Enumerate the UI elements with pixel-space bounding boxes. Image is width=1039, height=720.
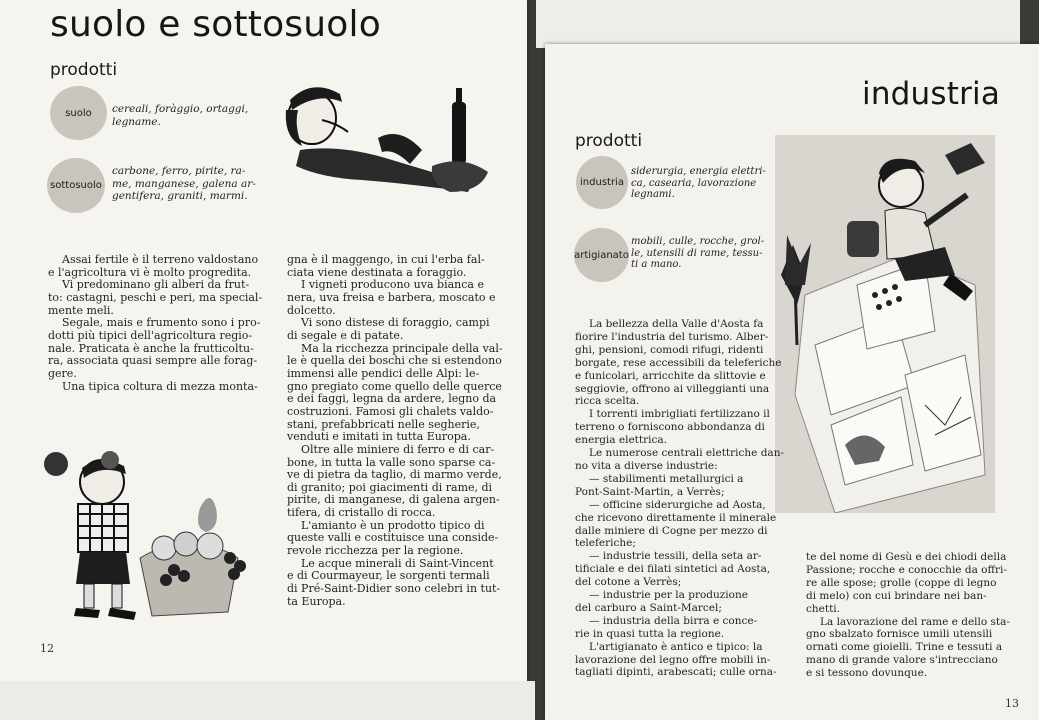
badge-label: sottosuolo [50, 180, 102, 191]
page-title-left: suolo e sottosuolo [50, 4, 381, 45]
product-line: siderurgia, energia elettri- [631, 166, 766, 177]
text-line: ta Europa. [287, 594, 346, 608]
text-line: ra, associata quasi sempre alle forag- [48, 354, 258, 368]
text-line: seggiovie, offrono ai villeggianti una [575, 382, 770, 395]
text-line: Passione; rocche e conocchie da offri- [806, 563, 1007, 576]
product-line: legnami. [631, 189, 675, 200]
product-line: mobili, culle, rocche, grol- [631, 236, 765, 247]
text-line: gna è il maggengo, in cui l'erba fal- [287, 253, 485, 266]
text-line: — stabilimenti metallurgici a [589, 472, 744, 485]
product-line: me, manganese, galena ar- [112, 177, 256, 190]
text-line: energia elettrica. [575, 434, 667, 447]
text-line: di melo) con cui brindare nei ban- [806, 589, 987, 602]
text-line: — industrie tessili, della seta ar- [589, 550, 762, 563]
product-line: legname. [112, 115, 161, 128]
text-line: e funicolari, arricchite da slittovie e [575, 369, 766, 382]
text-line: Vi predominano gli alberi da frut- [62, 278, 250, 292]
text-line: revole ricchezza per la regione. [287, 544, 464, 558]
text-line: di granito; poi giacimenti di rame, di [287, 480, 493, 494]
text-line: dalle miniere di Cogne per mezzo di [575, 524, 768, 537]
text-line: bone, in tutta la valle sono sparse ca- [287, 455, 496, 469]
text-line: di segale e di patate. [287, 328, 404, 342]
text-line: Ma la ricchezza principale della val- [301, 341, 503, 355]
page-number-right: 13 [1005, 697, 1019, 710]
text-line: pirite, di manganese, di galena argen- [287, 493, 500, 507]
text-line: ricca scelta. [575, 395, 640, 408]
badge-label: suolo [65, 107, 92, 119]
text-line: borgate, rese accessibili da teleferiche [575, 356, 782, 369]
text-line: Assai fertile è il terreno valdostano [62, 253, 259, 266]
text-line: e di Courmayeur, le sorgenti termali [287, 569, 490, 583]
text-line: Segale, mais e frumento sono i pro- [62, 316, 261, 330]
text-line: del carburo a Saint-Marcel; [575, 601, 722, 614]
resting-man-illustration [282, 80, 497, 200]
page-number-left: 12 [40, 642, 54, 655]
text-line: Le numerose centrali elettriche dan- [589, 447, 784, 460]
text-line: — industria della birra e conce- [589, 614, 758, 627]
text-line: venduti e imitati in tutta Europa. [287, 430, 471, 444]
text-line: e si tessono dovunque. [806, 667, 928, 680]
text-line: del cotone a Verrès; [575, 576, 682, 589]
text-line: ornati come gioielli. Trine e tessuti a [806, 641, 1003, 654]
product-line: le, utensili di rame, tessu- [631, 247, 763, 259]
text-line: fiorire l'industria del turismo. Alber- [575, 330, 769, 343]
text-line: Le acque minerali di Saint-Vincent [301, 556, 494, 570]
text-line: no vita a diverse industrie: [575, 459, 718, 472]
badge-label: artigianato [574, 249, 629, 261]
text-line: tifera, di cristallo di rocca. [287, 506, 436, 520]
text-line: I torrenti imbrigliati fertilizzano il [589, 408, 770, 421]
text-line: te del nome di Gesù e dei chiodi della [806, 551, 1007, 563]
text-column-left-2 [287, 254, 503, 608]
products-heading-left: prodotti [50, 60, 118, 80]
product-line: gentifera, graniti, marmi. [112, 190, 248, 202]
product-line: ca, casearia, lavorazione [631, 177, 757, 189]
text-line: to: castagni, peschi e peri, ma special- [48, 290, 263, 304]
text-column-right-2 [806, 551, 1010, 680]
text-line: Pont-Saint-Martin, a Verrès; [575, 485, 725, 498]
text-line: stani, prefabbricati nelle segherie, [287, 417, 480, 431]
text-line: e dei faggi, legna da ardere, legno da [287, 392, 497, 406]
text-line: Una tipica coltura di mezza monta- [62, 379, 258, 393]
text-line: dotti più tipici dell'agricoltura regio- [48, 328, 253, 342]
text-line: L'amianto è un prodotto tipico di [301, 518, 485, 532]
text-line: ve di pietra da taglio, di marmo verde, [287, 468, 502, 482]
text-line: rie in quasi tutta la regione. [575, 627, 725, 640]
text-line: di Pré-Saint-Didier sono celebri in tut- [287, 582, 501, 596]
text-line: gere. [48, 366, 77, 380]
product-badge-industria [576, 156, 628, 209]
text-line: queste valli e costituisce una conside- [287, 531, 499, 545]
text-line: I vigneti producono uva bianca e [301, 278, 484, 292]
text-line: tificiale e dei filati sintetici ad Aosta, [575, 563, 771, 576]
badge-label: industria [580, 177, 624, 188]
product-line: ti a mano. [631, 259, 682, 270]
text-line: La bellezza della Valle d'Aosta fa [589, 318, 764, 330]
text-line: dolcetto. [287, 303, 336, 317]
text-line: immensi alle pendici delle Alpi: le- [287, 366, 480, 380]
text-line: gno sbalzato fornisce umili utensili [806, 628, 993, 641]
text-line: Oltre alle miniere di ferro e di car- [301, 442, 495, 456]
text-line: Vi sono distese di foraggio, campi [301, 316, 490, 330]
text-line: mano di grande valore s'intrecciano [806, 654, 998, 667]
text-line: ciata viene destinata a foraggio. [287, 265, 467, 279]
text-line: tagliati dipinti, arabescati; culle orna- [575, 666, 777, 679]
text-line: mente meli. [48, 303, 114, 317]
product-badge-suolo [50, 86, 107, 140]
text-line: — industrie per la produzione [589, 589, 748, 602]
page-title-right: industria [862, 76, 1001, 112]
product-line: carbone, ferro, pirite, ra- [112, 165, 246, 177]
text-column-left-1 [48, 254, 262, 393]
product-list-suolo [112, 103, 248, 128]
text-line: La lavorazione del rame e dello sta- [820, 615, 1010, 628]
products-heading-right: prodotti [575, 131, 643, 151]
page-edge [0, 681, 535, 720]
text-line: — officine siderurgiche ad Aosta, [589, 498, 766, 511]
tourism-illustration [775, 135, 995, 513]
boy-fruit-illustration [40, 448, 255, 626]
text-line: le è quella dei boschi che si estendono [287, 354, 502, 368]
text-line: L'artigianato è antico e tipico: la [589, 640, 763, 653]
text-line: terreno o forniscono abbondanza di [575, 421, 765, 434]
text-line: re alle spose; grolle (coppe di legno [806, 576, 997, 589]
product-list-artigianato [631, 236, 764, 271]
product-badge-artigianato [574, 228, 629, 282]
product-list-sottosuolo [112, 165, 256, 203]
text-line: teleferiche; [575, 537, 636, 550]
text-line: e l'agricoltura vi è molto progredita. [48, 265, 252, 279]
text-line: lavorazione del legno offre mobili in- [575, 653, 771, 666]
text-line: ghi, pensioni, comodi rifugi, ridenti [575, 343, 764, 356]
product-badge-sottosuolo [47, 158, 105, 213]
text-line: chetti. [806, 602, 840, 615]
text-line: che ricevono direttamente il minerale [575, 511, 777, 524]
text-line: costruzioni. Famosi gli chalets valdo- [287, 404, 494, 418]
text-line: gno pregiato come quello delle querce [287, 379, 502, 393]
text-line: nale. Praticata è anche la frutticoltu- [48, 341, 254, 355]
page-edge [536, 0, 1020, 48]
text-line: nera, uva freisa e barbera, moscato e [287, 290, 496, 304]
text-column-right-1 [575, 318, 784, 679]
product-list-industria [631, 166, 766, 201]
product-line: cereali, foràggio, ortaggi, [112, 103, 249, 115]
